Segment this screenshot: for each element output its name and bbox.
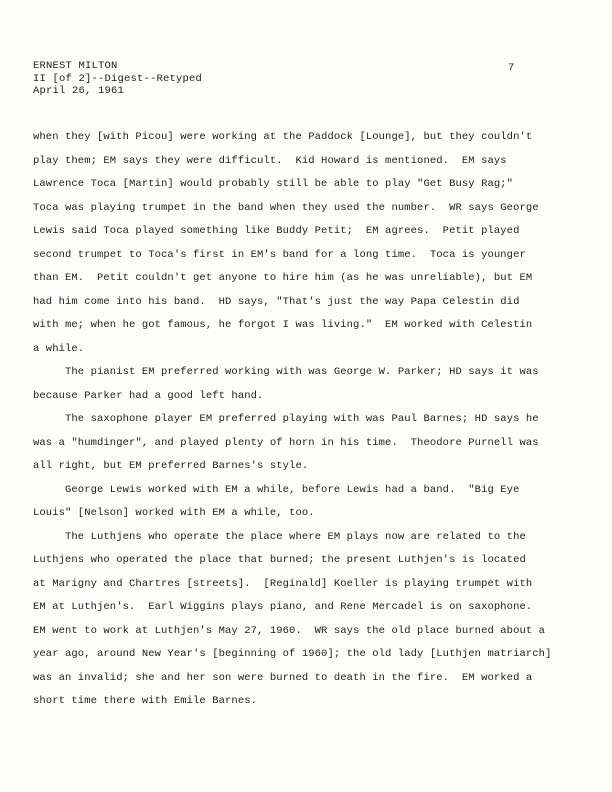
transcript-body (33, 131, 552, 719)
text-line: Lewis said Toca played something like Buddy Petit; EM agrees. Petit played (33, 225, 520, 237)
text-line: was a "humdinger", and played plenty of horn in his time. Theodore Purnell was (33, 436, 539, 449)
text-line: The pianist EM preferred working with was George W. Parker; HD says it was (33, 366, 539, 378)
text-line: Lawrence Toca [Martin] would probably still be able to play "Get Busy Rag;" (33, 178, 514, 190)
text-line: at Marigny and Chartres [streets]. [Reginald] Koeller is playing trumpet with (33, 577, 533, 590)
text-line: short time there with Emile Barnes. (33, 695, 258, 707)
text-line: a while. (33, 342, 85, 355)
text-line: was an invalid; she and her son were burned to death in the fire. EM worked a (33, 671, 533, 684)
interview-date: April 26, 1961 (33, 85, 125, 97)
reel-info: II [of 2]--Digest--Retyped (33, 72, 203, 85)
text-line: than EM. Petit couldn't get anyone to hire him (as he was unreliable), but EM (33, 272, 533, 284)
text-line: The saxophone player EM preferred playing with was Paul Barnes; HD says he (33, 413, 539, 425)
text-line: when they [with Picou] were working at the Paddock [Lounge], but they couldn't (33, 131, 533, 143)
text-line: had him come into his band. HD says, "That's just the way Papa Celestin did (33, 295, 520, 308)
text-line: play them; EM says they were difficult. Kid Howard is mentioned. EM says (33, 154, 507, 167)
text-line: second trumpet to Toca's first in EM's band for a long time. Toca is younger (33, 248, 526, 261)
text-line: year ago, around New Year's [beginning of 1960]; the old lady [Luthjen matriarch] (33, 648, 552, 660)
text-line: all right, but EM preferred Barnes's style. (33, 460, 309, 472)
text-line: EM went to work at Luthjen's May 27, 1960. WR says the old place burned about a (33, 624, 546, 637)
page-number: 7 (508, 62, 515, 74)
text-line: because Parker had a good left hand. (33, 389, 264, 402)
document-header (33, 60, 202, 98)
interviewee-name: ERNEST MILTON (33, 60, 118, 72)
text-line: Luthjens who operated the place that burned; the present Luthjen's is located (33, 554, 526, 566)
text-line: EM at Luthjen's. Earl Wiggins plays piano, and Rene Mercadel is on saxophone. (33, 601, 533, 613)
text-line: The Luthjens who operate the place where EM plays now are related to the (33, 530, 526, 543)
text-line: Toca was playing trumpet in the band when they used the number. WR says George (33, 201, 539, 214)
text-line: George Lewis worked with EM a while, before Lewis had a band. "Big Eye (33, 483, 520, 496)
text-line: Louis" [Nelson] worked with EM a while, too. (33, 507, 315, 519)
text-line: with me; when he got famous, he forgot I was living." EM worked with Celestin (33, 319, 533, 331)
